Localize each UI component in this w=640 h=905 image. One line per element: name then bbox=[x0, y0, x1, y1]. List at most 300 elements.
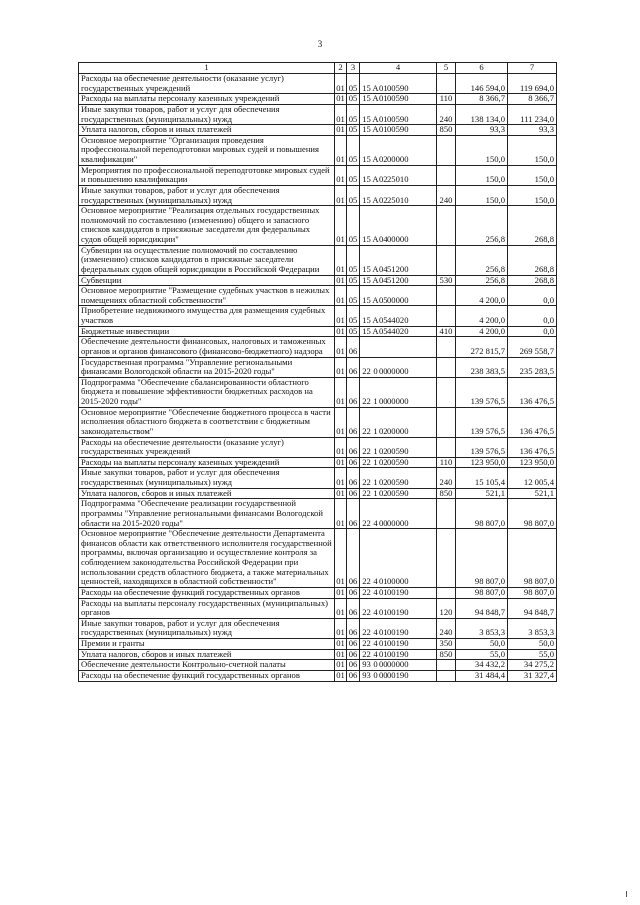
table-row bbox=[79, 275, 557, 286]
budget-table bbox=[78, 62, 557, 682]
amount-year-1: 139 576,5 bbox=[456, 377, 508, 407]
amount-year-1: 256,8 bbox=[456, 206, 508, 246]
activity-code: 01 bbox=[379, 638, 388, 648]
direction-code: 00590 bbox=[387, 93, 409, 104]
expense-name: Расходы на выплаты персоналу казенных учреждений bbox=[79, 94, 335, 105]
subsection-code: 05 bbox=[347, 94, 360, 105]
table-row bbox=[79, 437, 557, 457]
amount-year-2: 136 476,5 bbox=[508, 437, 557, 457]
subprogram-code: 4 bbox=[373, 576, 378, 587]
amount-year-1: 4 200,0 bbox=[456, 306, 508, 326]
direction-code: 51200 bbox=[387, 263, 409, 274]
expense-name: Расходы на обеспечение деятельности (оказание услуг) государственных учреждений bbox=[79, 437, 335, 457]
target-article-code bbox=[360, 275, 437, 286]
activity-code: 00 bbox=[379, 517, 388, 528]
direction-code: 00000 bbox=[387, 396, 409, 406]
subsection-code: 06 bbox=[347, 357, 360, 377]
section-code: 01 bbox=[335, 618, 347, 638]
target-article-code bbox=[360, 499, 437, 529]
program-code: 15 bbox=[362, 124, 371, 135]
activity-code: 02 bbox=[379, 194, 388, 205]
activity-code: 01 bbox=[379, 648, 388, 659]
expense-type-code: 850 bbox=[437, 488, 456, 499]
expense-type-code: 240 bbox=[437, 185, 456, 205]
section-code: 01 bbox=[335, 104, 347, 124]
amount-year-1: 238 383,5 bbox=[456, 357, 508, 377]
activity-code: 05 bbox=[379, 325, 388, 336]
amount-year-1: 55,0 bbox=[456, 649, 508, 660]
table-row bbox=[79, 94, 557, 105]
subprogram-code: 1 bbox=[373, 425, 378, 436]
target-article-code bbox=[360, 185, 437, 205]
expense-type-code bbox=[437, 499, 456, 529]
amount-year-1: 98 807,0 bbox=[456, 499, 508, 529]
expense-type-code: 110 bbox=[437, 94, 456, 105]
direction-code: 00190 bbox=[387, 669, 409, 680]
section-code: 01 bbox=[336, 487, 345, 498]
amount-year-2: 268,8 bbox=[508, 206, 557, 246]
amount-year-1: 31 484,4 bbox=[456, 670, 508, 681]
expense-type-code bbox=[437, 74, 456, 94]
amount-year-2: 31 327,4 bbox=[508, 670, 557, 681]
section-code: 01 bbox=[335, 437, 347, 457]
subprogram-code: 1 bbox=[373, 487, 378, 498]
target-article-code bbox=[360, 488, 437, 499]
expense-name: Обеспечение деятельности Контрольно-счетной палаты bbox=[79, 660, 335, 671]
direction-code: 00000 bbox=[387, 576, 409, 587]
expense-type-code: 530 bbox=[437, 275, 456, 286]
amount-year-1: 98 807,0 bbox=[456, 587, 508, 598]
expense-type-code bbox=[437, 437, 456, 457]
subprogram-code: 4 bbox=[373, 607, 378, 618]
program-code: 22 bbox=[362, 396, 371, 406]
target-article-code bbox=[360, 377, 437, 407]
subprogram-code: 4 bbox=[373, 627, 378, 638]
activity-code: 04 bbox=[379, 234, 388, 244]
section-code: 01 bbox=[335, 468, 347, 488]
amount-year-2: 268,8 bbox=[508, 245, 557, 275]
subsection-code: 05 bbox=[347, 185, 360, 205]
direction-code: 00590 bbox=[387, 456, 409, 467]
table-row bbox=[79, 165, 557, 185]
program-code: 15 bbox=[362, 82, 371, 93]
column-header: 3 bbox=[347, 63, 360, 74]
expense-name: Премии и гранты bbox=[79, 639, 335, 650]
table-row bbox=[79, 618, 557, 638]
activity-code: 04 bbox=[379, 263, 388, 274]
expense-name: Подпрограмма "Обеспечение реализации государственной программы "Управление региональными финансами Вологодской области на 2015-2020 годы" bbox=[79, 499, 335, 529]
subprogram-code: А bbox=[372, 174, 379, 185]
target-article-code bbox=[360, 135, 437, 165]
subprogram-code: А bbox=[372, 82, 379, 93]
section-code: 01 bbox=[335, 377, 347, 407]
table-row bbox=[79, 185, 557, 205]
subsection-code: 06 bbox=[347, 337, 360, 357]
direction-code: 44020 bbox=[387, 315, 409, 325]
section-code: 01 bbox=[336, 124, 345, 135]
subsection-code: 06 bbox=[347, 377, 360, 407]
subsection-code: 06 bbox=[347, 499, 360, 529]
section-code: 01 bbox=[335, 206, 347, 246]
program-code: 15 bbox=[362, 325, 371, 336]
table-header-row bbox=[79, 63, 557, 74]
amount-year-2: 98 807,0 bbox=[508, 529, 557, 588]
amount-year-1: 4 200,0 bbox=[456, 326, 508, 337]
subprogram-code: 1 bbox=[373, 446, 378, 457]
table-body bbox=[79, 74, 557, 682]
expense-name: Расходы на обеспечение функций государственных органов bbox=[79, 587, 335, 598]
subprogram-code: А bbox=[372, 325, 379, 336]
expense-type-code bbox=[437, 286, 456, 306]
subprogram-code: 1 bbox=[373, 477, 378, 487]
subsection-code: 06 bbox=[347, 618, 360, 638]
activity-code: 02 bbox=[379, 154, 388, 164]
expense-type-code bbox=[437, 660, 456, 671]
section-code: 01 bbox=[335, 499, 347, 529]
amount-year-2: 98 807,0 bbox=[508, 587, 557, 598]
expense-type-code: 350 bbox=[437, 639, 456, 650]
amount-year-1: 123 950,0 bbox=[456, 457, 508, 468]
subsection-code: 05 bbox=[347, 165, 360, 185]
subsection-code: 05 bbox=[347, 125, 360, 136]
table-row bbox=[79, 598, 557, 618]
column-header: 6 bbox=[456, 63, 508, 74]
direction-code: 00190 bbox=[387, 586, 409, 597]
amount-year-2: 150,0 bbox=[508, 165, 557, 185]
expense-type-code bbox=[437, 357, 456, 377]
amount-year-2: 55,0 bbox=[508, 649, 557, 660]
direction-code: 51200 bbox=[387, 274, 409, 285]
subprogram-code: А bbox=[372, 124, 379, 135]
expense-name: Подпрограмма "Обеспечение сбалансированности областного бюджета и повышение эффективности бюджетных расходов на 2015-2020 годы" bbox=[79, 377, 335, 407]
direction-code: 00000 bbox=[387, 234, 409, 244]
amount-year-1: 98 807,0 bbox=[456, 529, 508, 588]
table-row bbox=[79, 206, 557, 246]
subsection-code: 05 bbox=[347, 306, 360, 326]
activity-code: 05 bbox=[379, 294, 388, 305]
table-row bbox=[79, 104, 557, 124]
expense-type-code: 410 bbox=[437, 326, 456, 337]
subprogram-code: А bbox=[372, 294, 379, 305]
program-code: 15 bbox=[362, 194, 371, 205]
subprogram-code: А bbox=[372, 194, 379, 205]
subprogram-code: 4 bbox=[373, 648, 378, 659]
scan-mark bbox=[626, 891, 627, 897]
expense-name: Иные закупки товаров, работ и услуг для обеспечения государственных (муниципальных) нужд bbox=[79, 104, 335, 124]
activity-code: 01 bbox=[379, 93, 388, 104]
section-code: 01 bbox=[335, 598, 347, 618]
column-header: 7 bbox=[508, 63, 557, 74]
activity-code: 00 bbox=[379, 669, 388, 680]
section-code: 01 bbox=[336, 274, 345, 285]
section-code: 01 bbox=[336, 325, 345, 336]
table-row bbox=[79, 407, 557, 437]
target-article-code bbox=[360, 649, 437, 660]
amount-year-2: 123 950,0 bbox=[508, 457, 557, 468]
section-code: 01 bbox=[335, 357, 347, 377]
subprogram-code: А bbox=[372, 154, 379, 164]
direction-code: 25010 bbox=[387, 194, 409, 205]
expense-type-code bbox=[437, 529, 456, 588]
table-row bbox=[79, 529, 557, 588]
amount-year-1: 146 594,0 bbox=[456, 74, 508, 94]
target-article-code bbox=[360, 437, 437, 457]
expense-type-code: 240 bbox=[437, 104, 456, 124]
amount-year-1: 94 848,7 bbox=[456, 598, 508, 618]
amount-year-2: 0,0 bbox=[508, 326, 557, 337]
expense-name: Уплата налогов, сборов и иных платежей bbox=[79, 488, 335, 499]
activity-code: 00 bbox=[379, 366, 388, 377]
expense-type-code bbox=[437, 206, 456, 246]
column-header: 2 bbox=[335, 63, 347, 74]
subsection-code: 06 bbox=[347, 639, 360, 650]
activity-code: 01 bbox=[379, 586, 388, 597]
subsection-code: 06 bbox=[347, 468, 360, 488]
expense-name: Приобретение недвижимого имущества для размещения судебных участков bbox=[79, 306, 335, 326]
direction-code: 25010 bbox=[387, 174, 409, 185]
expense-type-code: 850 bbox=[437, 649, 456, 660]
expense-name: Субвенции на осуществление полномочий по составлению (изменению) списков кандидатов в присяжные заседатели федеральных судов общей юрисдикции в Российской Федерации bbox=[79, 245, 335, 275]
amount-year-2: 0,0 bbox=[508, 306, 557, 326]
subsection-code: 06 bbox=[347, 529, 360, 588]
amount-year-2: 50,0 bbox=[508, 639, 557, 650]
expense-name: Расходы на обеспечение деятельности (оказание услуг) государственных учреждений bbox=[79, 74, 335, 94]
section-code: 01 bbox=[335, 407, 347, 437]
activity-code: 01 bbox=[379, 627, 388, 638]
expense-name: Расходы на выплаты персоналу казенных учреждений bbox=[79, 457, 335, 468]
activity-code: 01 bbox=[379, 124, 388, 135]
activity-code: 02 bbox=[379, 174, 388, 185]
program-code: 22 bbox=[362, 366, 371, 377]
expense-name: Уплата налогов, сборов и иных платежей bbox=[79, 649, 335, 660]
target-article-code bbox=[360, 407, 437, 437]
amount-year-2: 12 005,4 bbox=[508, 468, 557, 488]
amount-year-2: 268,8 bbox=[508, 275, 557, 286]
activity-code: 02 bbox=[379, 456, 388, 467]
program-code: 15 bbox=[362, 154, 371, 164]
expense-name: Расходы на выплаты персоналу государственных (муниципальных) органов bbox=[79, 598, 335, 618]
section-code: 01 bbox=[335, 74, 347, 94]
amount-year-2: 3 853,3 bbox=[508, 618, 557, 638]
table-row bbox=[79, 286, 557, 306]
subprogram-code: 4 bbox=[373, 586, 378, 597]
direction-code: 00590 bbox=[387, 124, 409, 135]
expense-name: Основное мероприятие "Реализация отдельных государственных полномочий по составлению (изменению) общего и запасного списков кандидатов в присяжные заседатели для федеральных судов общей юрисдикции" bbox=[79, 206, 335, 246]
amount-year-1: 150,0 bbox=[456, 135, 508, 165]
subsection-code: 06 bbox=[347, 660, 360, 671]
section-code: 01 bbox=[336, 456, 345, 467]
table-row bbox=[79, 499, 557, 529]
subprogram-code: А bbox=[372, 93, 379, 104]
direction-code: 44020 bbox=[387, 325, 409, 336]
activity-code: 02 bbox=[379, 425, 388, 436]
subsection-code: 06 bbox=[347, 649, 360, 660]
activity-code: 01 bbox=[379, 82, 388, 93]
direction-code: 00000 bbox=[387, 425, 409, 436]
amount-year-2: 0,0 bbox=[508, 286, 557, 306]
subprogram-code: 1 bbox=[373, 456, 378, 467]
amount-year-1: 272 815,7 bbox=[456, 337, 508, 357]
program-code: 22 bbox=[362, 517, 371, 528]
subsection-code: 05 bbox=[347, 326, 360, 337]
activity-code: 02 bbox=[379, 446, 388, 457]
amount-year-1: 150,0 bbox=[456, 185, 508, 205]
amount-year-1: 139 576,5 bbox=[456, 407, 508, 437]
direction-code: 00190 bbox=[387, 607, 409, 618]
amount-year-1: 8 366,7 bbox=[456, 94, 508, 105]
subsection-code: 06 bbox=[347, 488, 360, 499]
subsection-code: 05 bbox=[347, 286, 360, 306]
amount-year-2: 235 283,5 bbox=[508, 357, 557, 377]
amount-year-2: 94 848,7 bbox=[508, 598, 557, 618]
expense-name: Обеспечение деятельности финансовых, налоговых и таможенных органов и органов финансового (финансово-бюджетного) надзора bbox=[79, 337, 335, 357]
section-code: 01 bbox=[336, 659, 345, 670]
expense-type-code bbox=[437, 135, 456, 165]
program-code: 22 bbox=[362, 487, 371, 498]
expense-name: Бюджетные инвестиции bbox=[79, 326, 335, 337]
amount-year-1: 93,3 bbox=[456, 125, 508, 136]
amount-year-2: 521,1 bbox=[508, 488, 557, 499]
expense-name: Иные закупки товаров, работ и услуг для обеспечения государственных (муниципальных) нужд bbox=[79, 618, 335, 638]
subprogram-code: 0 bbox=[373, 669, 378, 680]
amount-year-2: 119 694,0 bbox=[508, 74, 557, 94]
expense-type-code bbox=[437, 670, 456, 681]
section-code: 01 bbox=[335, 529, 347, 588]
subprogram-code: А bbox=[372, 274, 379, 285]
program-code: 22 bbox=[362, 607, 371, 618]
direction-code: 00190 bbox=[387, 638, 409, 648]
table-row bbox=[79, 649, 557, 660]
target-article-code bbox=[360, 125, 437, 136]
table-row bbox=[79, 357, 557, 377]
expense-name: Иные закупки товаров, работ и услуг для обеспечения государственных (муниципальных) нужд bbox=[79, 468, 335, 488]
amount-year-2: 8 366,7 bbox=[508, 94, 557, 105]
target-article-code bbox=[360, 357, 437, 377]
program-code: 22 bbox=[362, 648, 371, 659]
section-code: 01 bbox=[335, 245, 347, 275]
section-code: 01 bbox=[336, 648, 345, 659]
subsection-code: 05 bbox=[347, 206, 360, 246]
program-code: 22 bbox=[362, 456, 371, 467]
target-article-code bbox=[360, 326, 437, 337]
direction-code: 00590 bbox=[387, 477, 409, 487]
program-code: 22 bbox=[362, 586, 371, 597]
program-code: 15 bbox=[362, 234, 371, 244]
expense-type-code bbox=[437, 377, 456, 407]
amount-year-1: 34 432,2 bbox=[456, 660, 508, 671]
section-code: 01 bbox=[335, 306, 347, 326]
table-row bbox=[79, 125, 557, 136]
subsection-code: 06 bbox=[347, 457, 360, 468]
expense-type-code: 110 bbox=[437, 457, 456, 468]
subprogram-code: 0 bbox=[373, 366, 378, 377]
subsection-code: 05 bbox=[347, 74, 360, 94]
table-row bbox=[79, 74, 557, 94]
expense-name: Основное мероприятие "Обеспечение деятельности Департамента финансов области как ответственного исполнителя государственной программы, включая организацию и осуществление контроля за соблюдением законодательства Российской Федерации при использовании средств областного бюджета, а также материальных ценностей, находящихся в областной собственности" bbox=[79, 529, 335, 588]
table-row bbox=[79, 639, 557, 650]
program-code: 22 bbox=[362, 627, 371, 638]
amount-year-2: 136 476,5 bbox=[508, 407, 557, 437]
program-code: 15 bbox=[362, 274, 371, 285]
target-article-code bbox=[360, 529, 437, 588]
amount-year-1: 3 853,3 bbox=[456, 618, 508, 638]
table-row bbox=[79, 468, 557, 488]
target-article-code bbox=[360, 587, 437, 598]
activity-code: 02 bbox=[379, 487, 388, 498]
target-article-code bbox=[360, 598, 437, 618]
direction-code: 00000 bbox=[387, 154, 409, 164]
amount-year-1: 256,8 bbox=[456, 275, 508, 286]
table-row bbox=[79, 587, 557, 598]
subprogram-code: А bbox=[372, 315, 379, 325]
subsection-code: 06 bbox=[347, 598, 360, 618]
target-article-code bbox=[360, 337, 437, 357]
amount-year-2: 111 234,0 bbox=[508, 104, 557, 124]
direction-code: 00000 bbox=[387, 294, 409, 305]
target-article-code bbox=[360, 670, 437, 681]
page-number: 3 bbox=[317, 39, 323, 49]
activity-code: 00 bbox=[379, 659, 388, 670]
activity-code: 02 bbox=[379, 477, 388, 487]
subsection-code: 05 bbox=[347, 275, 360, 286]
target-article-code bbox=[360, 245, 437, 275]
amount-year-2: 136 476,5 bbox=[508, 377, 557, 407]
column-header: 4 bbox=[360, 63, 437, 74]
activity-code: 01 bbox=[379, 576, 388, 587]
activity-code: 04 bbox=[379, 274, 388, 285]
target-article-code bbox=[360, 306, 437, 326]
amount-year-1: 138 134,0 bbox=[456, 104, 508, 124]
target-article-code bbox=[360, 618, 437, 638]
program-code: 22 bbox=[362, 638, 371, 648]
amount-year-1: 50,0 bbox=[456, 639, 508, 650]
table-row bbox=[79, 245, 557, 275]
subprogram-code: А bbox=[372, 263, 379, 274]
program-code: 15 bbox=[362, 174, 371, 185]
program-code: 15 bbox=[362, 93, 371, 104]
subprogram-code: 1 bbox=[373, 396, 378, 406]
direction-code: 00590 bbox=[387, 487, 409, 498]
expense-type-code bbox=[437, 587, 456, 598]
direction-code: 00590 bbox=[387, 82, 409, 93]
program-code: 93 bbox=[362, 669, 371, 680]
activity-code: 00 bbox=[379, 396, 388, 406]
direction-code: 00000 bbox=[387, 517, 409, 528]
program-code: 22 bbox=[362, 576, 371, 587]
program-code: 93 bbox=[362, 659, 371, 670]
expense-type-code bbox=[437, 306, 456, 326]
section-code: 01 bbox=[336, 638, 345, 648]
subprogram-code: А bbox=[372, 234, 379, 244]
expense-name: Мероприятия по профессиональной переподготовке мировых судей и повышению квалификации bbox=[79, 165, 335, 185]
subprogram-code: 4 bbox=[373, 638, 378, 648]
program-code: 22 bbox=[362, 477, 371, 487]
amount-year-2: 93,3 bbox=[508, 125, 557, 136]
table-row bbox=[79, 660, 557, 671]
program-code: 22 bbox=[362, 425, 371, 436]
target-article-code bbox=[360, 206, 437, 246]
table-row bbox=[79, 326, 557, 337]
target-article-code bbox=[360, 74, 437, 94]
amount-year-1: 15 105,4 bbox=[456, 468, 508, 488]
program-code: 15 bbox=[362, 315, 371, 325]
amount-year-2: 98 807,0 bbox=[508, 499, 557, 529]
subsection-code: 05 bbox=[347, 245, 360, 275]
target-article-code bbox=[360, 639, 437, 650]
subprogram-code: 4 bbox=[373, 517, 378, 528]
expense-name: Государственная программа "Управление региональными финансами Вологодской области на 2015-2020 годы" bbox=[79, 357, 335, 377]
expense-name: Иные закупки товаров, работ и услуг для обеспечения государственных (муниципальных) нужд bbox=[79, 185, 335, 205]
